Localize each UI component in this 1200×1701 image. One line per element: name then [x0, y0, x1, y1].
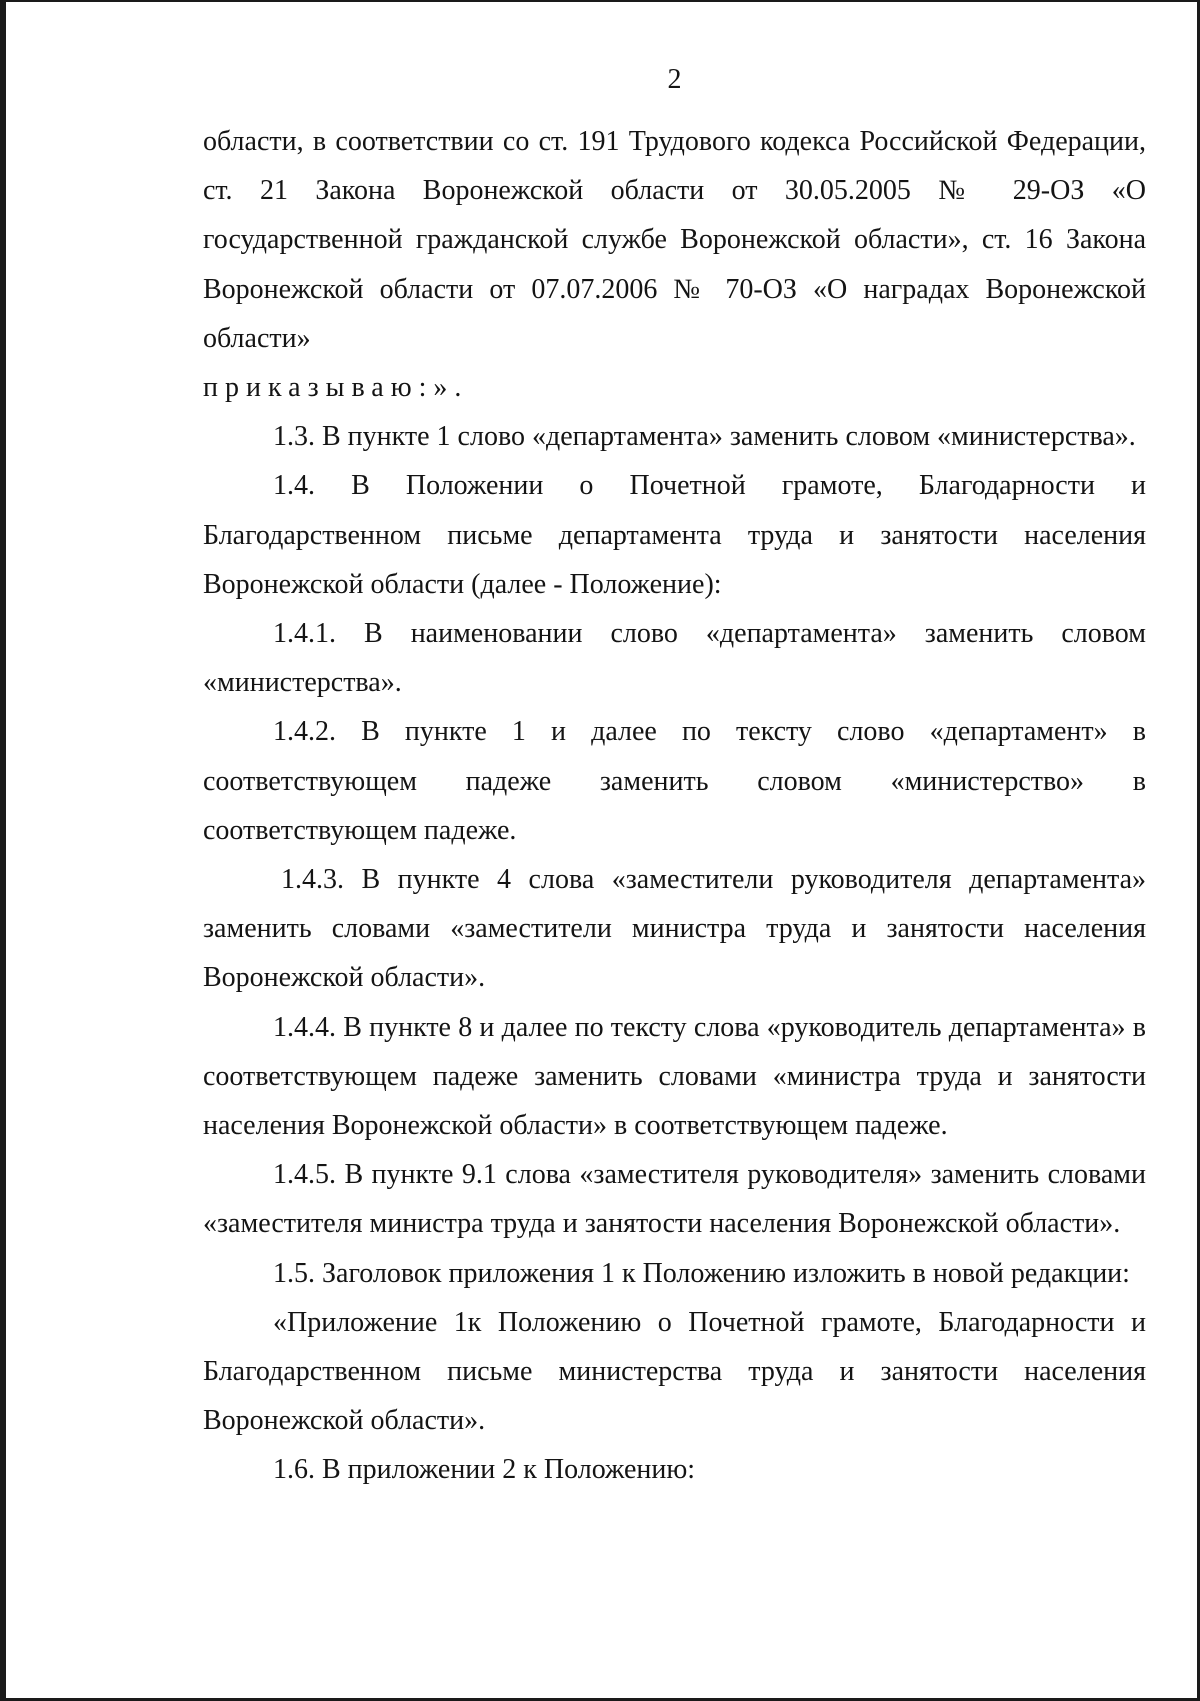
page-number: 2: [667, 64, 682, 95]
paragraph-1-4: 1.4. В Положении о Почетной грамоте, Благодарности и Благодарственном письме департамента труда и занятости населения Воронежской области (далее - Положение):: [203, 470, 1146, 600]
order-word: приказываю:».: [203, 372, 469, 404]
scan-border-left: [0, 0, 6, 1701]
paragraph-1-4-2: 1.4.2. В пункте 1 и далее по тексту слово «департамент» в соответствующем падеже заменить словом «министерство» в соответствующем падеже.: [203, 716, 1146, 846]
paragraph-1-5: 1.5. Заголовок приложения 1 к Положению изложить в новой редакции:: [273, 1257, 1130, 1289]
paragraph-1-4-4: 1.4.4. В пункте 8 и далее по тексту слова «руководитель департамента» в соответствующем падеже заменить словами «министра труда и занятости населения Воронежской области» в соответствующем падеже.: [203, 1011, 1146, 1142]
paragraph-1-4-5: 1.4.5. В пункте 9.1 слова «заместителя руководителя» заменить словами «заместителя министра труда и занятости населения Воронежской области».: [203, 1159, 1146, 1240]
intro-paragraph: области, в соответствии со ст. 191 Трудового кодекса Российской Федерации, ст. 21 Закона Воронежской области от 30.05.2005 № 29-ОЗ «О государственной гражданской службе Воронежской области», ст. 16 Закона Воронежской области от 07.07.2006 № 70-ОЗ «О наградах Воронежской области»: [203, 126, 1146, 354]
document-body: [203, 117, 1146, 1495]
paragraph-1-4-3: 1.4.3. В пункте 4 слова «заместители руководителя департамента» заменить словами «заместители министра труда и занятости населения Воронежской области».: [203, 864, 1146, 994]
paragraph-1-3: 1.3. В пункте 1 слово «департамента» заменить словом «министерства».: [273, 421, 1136, 453]
paragraph-1-5-quote: «Приложение 1к Положению о Почетной грамоте, Благодарности и Благодарственном письме министерства труда и занятости населения Воронежской области».: [203, 1306, 1146, 1437]
paragraph-1-6: 1.6. В приложении 2 к Положению:: [273, 1454, 696, 1486]
paragraph-1-4-1: 1.4.1. В наименовании слово «департамента» заменить словом «министерства».: [203, 618, 1146, 699]
scan-border-top: [0, 0, 1200, 2]
